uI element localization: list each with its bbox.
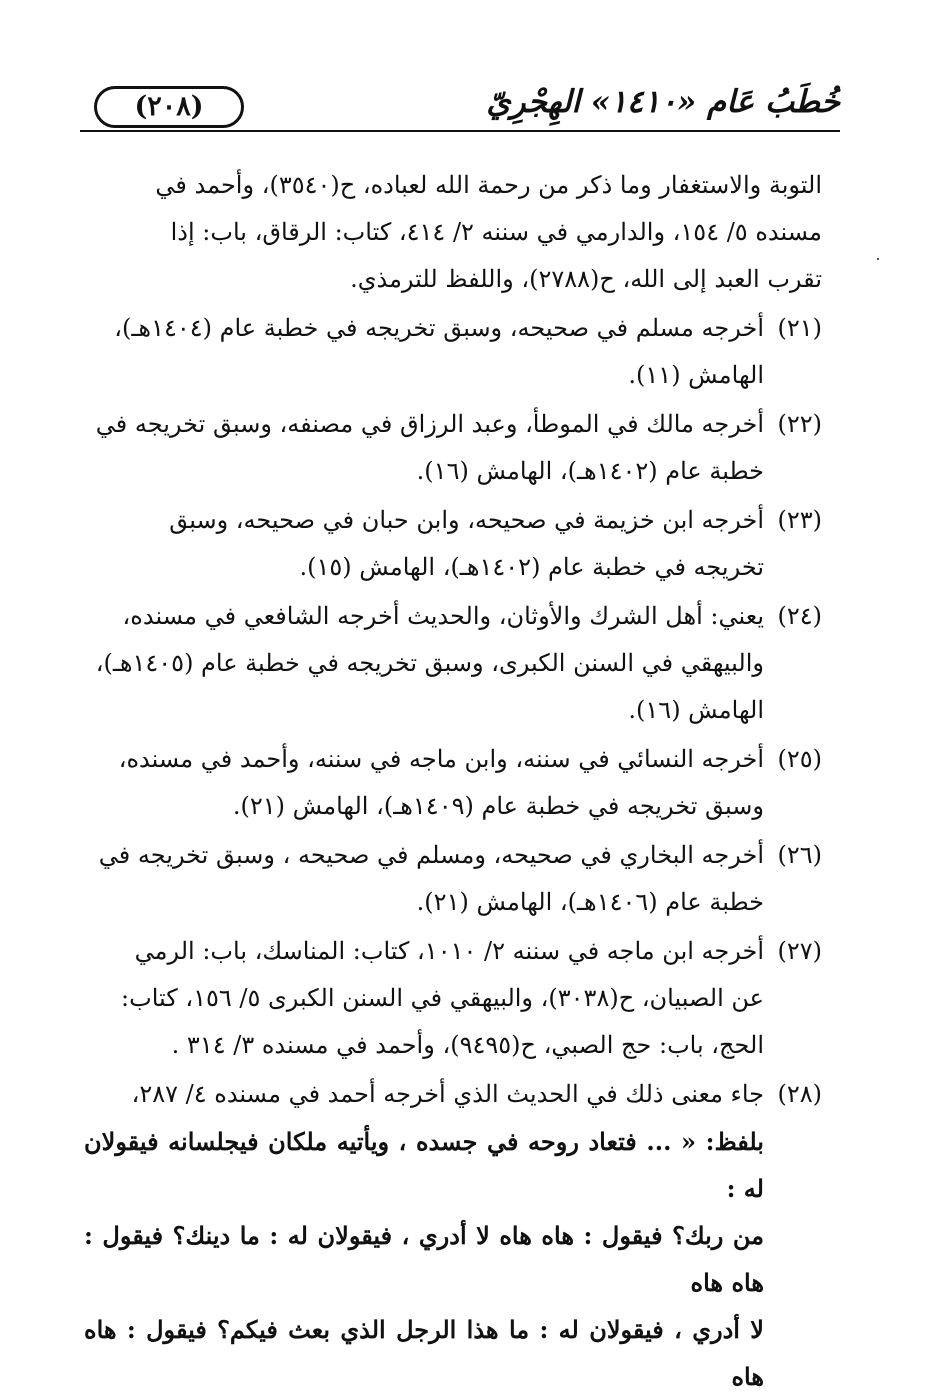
footnote-28 — [84, 1071, 822, 1400]
footnote-line: الهامش (١١). — [628, 361, 764, 389]
footnote-23 — [84, 497, 822, 591]
page-number-badge: (٢٠٨) — [94, 86, 244, 128]
footnote-number: (٢١) — [777, 314, 822, 342]
footnote-number: (٢٢) — [777, 410, 822, 438]
continuation-text — [84, 162, 822, 303]
footnote-number: (٢٦) — [777, 841, 822, 869]
footnote-25 — [84, 736, 822, 830]
hadith-quote-line: من ربك؟ فيقول : هاه هاه لا أدري ، فيقولان له : ما دينك؟ فيقول : هاه هاه — [84, 1221, 764, 1297]
hadith-quote-line: لا أدري ، فيقولان له : ما هذا الرجل الذي بعث فيكم؟ فيقول : هاه هاه — [84, 1315, 764, 1391]
footnote-line: أخرجه ابن ماجه في سننه ٢/ ١٠١٠، كتاب: المناسك، باب: الرمي — [134, 937, 764, 965]
footnote-line: الحج، باب: حج الصبي، ح(٩٤٩٥)، وأحمد في مسنده ٣/ ٣١٤ . — [171, 1031, 764, 1059]
footnote-number: (٢٣) — [777, 506, 822, 534]
footnote-24 — [84, 593, 822, 734]
footnote-line: جاء معنى ذلك في الحديث الذي أخرجه أحمد في مسنده ٤/ ٢٨٧، — [131, 1080, 764, 1108]
footnotes-body — [84, 162, 822, 1400]
footnote-line: أخرجه ابن خزيمة في صحيحه، وابن حبان في صحيحه، وسبق — [169, 506, 764, 534]
footnote-line: خطبة عام (١٤٠٢هـ)، الهامش (١٦). — [416, 457, 764, 485]
hadith-quote-line: بلفظ: « ... فتعاد روحه في جسده ، ويأتيه ملكان فيجلسانه فيقولان له : — [84, 1127, 764, 1203]
footnote-line: خطبة عام (١٤٠٦هـ)، الهامش (٢١). — [416, 888, 764, 916]
footnote-line: أخرجه البخاري في صحيحه، ومسلم في صحيحه ، وسبق تخريجه في — [98, 841, 764, 869]
footnote-number: (٢٨) — [777, 1080, 822, 1108]
footnote-line: والبيهقي في السنن الكبرى، وسبق تخريجه في خطبة عام (١٤٠٥هـ)، — [95, 649, 764, 677]
footnote-text — [84, 928, 764, 1069]
footnote-number: (٢٥) — [777, 745, 822, 773]
footnote-text — [84, 497, 764, 591]
footnote-line: أخرجه النسائي في سننه، وابن ماجه في سننه، وأحمد في مسنده، — [118, 745, 764, 773]
continuation-line: تقرب العبد إلى الله، ح(٢٧٨٨)، واللفظ للترمذي. — [350, 265, 822, 293]
footnote-text — [84, 832, 764, 926]
footnote-line: أخرجه مسلم في صحيحه، وسبق تخريجه في خطبة عام (١٤٠٤هـ)، — [114, 314, 764, 342]
footnote-line: عن الصبيان، ح(٣٠٣٨)، والبيهقي في السنن الكبرى ٥/ ١٥٦، كتاب: — [121, 984, 764, 1012]
footnote-line: أخرجه مالك في الموطأ، وعبد الرزاق في مصنفه، وسبق تخريجه في — [95, 410, 764, 438]
page-header — [80, 78, 840, 138]
footnote-line: يعني: أهل الشرك والأوثان، والحديث أخرجه الشافعي في مسنده، — [122, 602, 764, 630]
continuation-line: التوبة والاستغفار وما ذكر من رحمة الله لعباده، ح(٣٥٤٠)، وأحمد في — [155, 171, 822, 199]
footnote-27 — [84, 928, 822, 1069]
footnote-number: (٢٤) — [777, 602, 822, 630]
footnote-line: وسبق تخريجه في خطبة عام (١٤٠٩هـ)، الهامش (٢١). — [232, 792, 764, 820]
footnote-22 — [84, 401, 822, 495]
scan-speck — [877, 258, 879, 260]
footnote-text — [84, 401, 764, 495]
footnote-text — [84, 736, 764, 830]
footnote-21 — [84, 305, 822, 399]
footnote-text — [84, 1071, 764, 1400]
footnote-26 — [84, 832, 822, 926]
footnote-line: تخريجه في خطبة عام (١٤٠٢هـ)، الهامش (١٥). — [299, 553, 764, 581]
footnote-text — [84, 593, 764, 734]
running-title: خُطَبُ عَام «١٤١٠» الهِجْرِيّ — [486, 84, 840, 120]
header-rule — [80, 130, 840, 132]
footnote-number: (٢٧) — [777, 937, 822, 965]
footnote-text — [84, 305, 764, 399]
footnote-line: الهامش (١٦). — [628, 696, 764, 724]
continuation-line: مسنده ٥/ ١٥٤، والدارمي في سننه ٢/ ٤١٤، كتاب: الرقاق، باب: إذا — [170, 218, 822, 246]
